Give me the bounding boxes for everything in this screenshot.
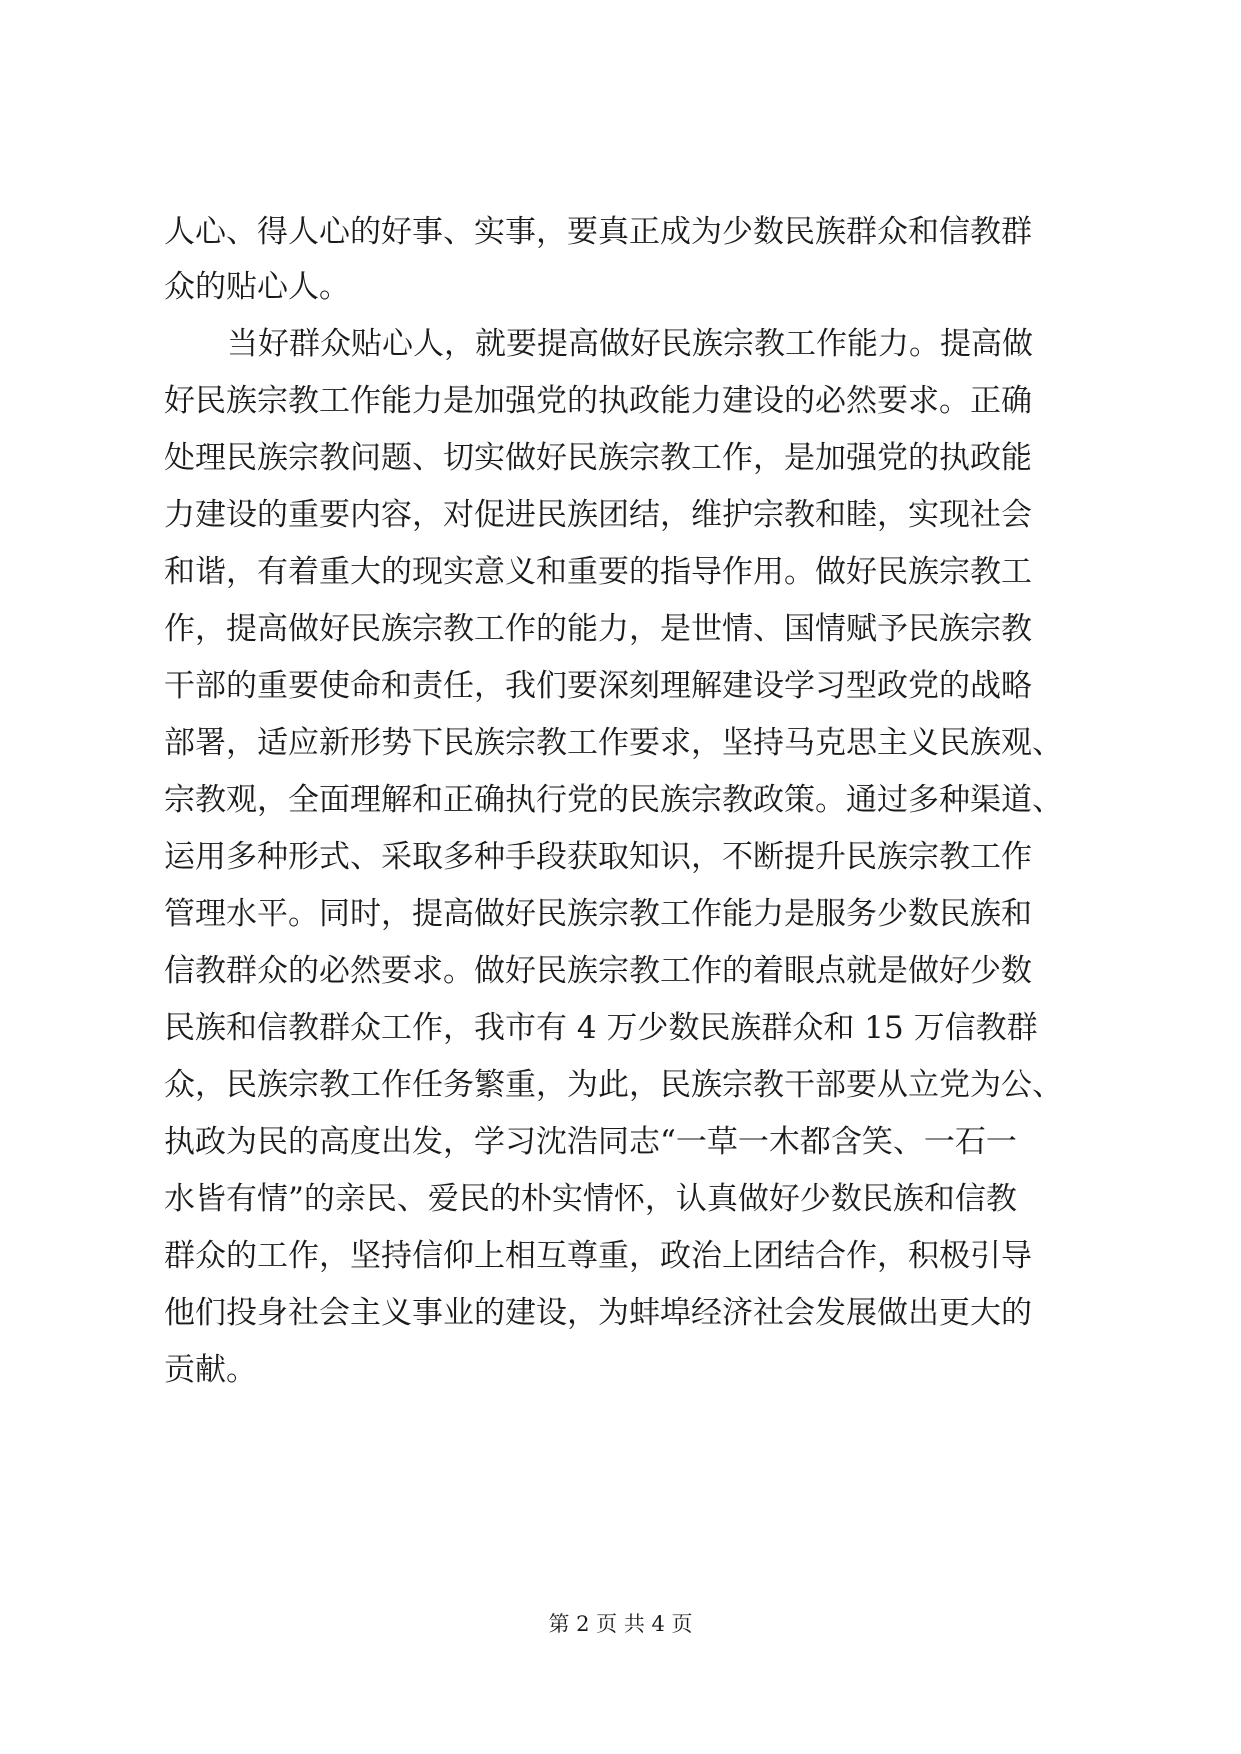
text-line-11: 宗教观，全面理解和正确执行党的民族宗教政策。通过多种渠道、 — [164, 782, 1063, 818]
text-line-3: 当好群众贴心人，就要提高做好民族宗教工作能力。提高做 — [227, 326, 1033, 362]
text-line-13: 管理水平。同时，提高做好民族宗教工作能力是服务少数民族和 — [164, 896, 1032, 932]
text-line-10: 部署，适应新形势下民族宗教工作要求，坚持马克思主义民族观、 — [164, 725, 1063, 761]
text-line-17: 执政为民的高度出发，学习沈浩同志“一草一木都含笑、一石一 — [164, 1124, 1017, 1160]
text-line-9: 干部的重要使命和责任，我们要深刻理解建设学习型政党的战略 — [164, 668, 1032, 704]
text-line-12: 运用多种形式、采取多种手段获取知识，不断提升民族宗教工作 — [164, 839, 1032, 875]
text-line-14: 信教群众的必然要求。做好民族宗教工作的着眼点就是做好少数 — [164, 953, 1032, 989]
page-number-footer: 第 2 页 共 4 页 — [548, 1612, 693, 1636]
text-line-7: 和谐，有着重大的现实意义和重要的指导作用。做好民族宗教工 — [164, 554, 1032, 590]
text-line-8: 作，提高做好民族宗教工作的能力，是世情、国情赋予民族宗教 — [164, 611, 1032, 647]
text-line-16: 众，民族宗教工作任务繁重，为此，民族宗教干部要从立党为公、 — [164, 1067, 1063, 1103]
text-line-1: 人心、得人心的好事、实事，要真正成为少数民族群众和信教群 — [164, 214, 1032, 250]
text-line-20: 他们投身社会主义事业的建设，为蚌埠经济社会发展做出更大的 — [164, 1295, 1032, 1331]
text-line-21: 贡献。 — [164, 1352, 257, 1388]
text-line-18: 水皆有情”的亲民、爱民的朴实情怀，认真做好少数民族和信教 — [164, 1181, 1017, 1217]
text-line-4: 好民族宗教工作能力是加强党的执政能力建设的必然要求。正确 — [164, 383, 1032, 419]
text-line-2: 众的贴心人。 — [164, 269, 350, 305]
text-line-15: 民族和信教群众工作，我市有 4 万少数民族群众和 15 万信教群 — [164, 1010, 1038, 1046]
text-line-19: 群众的工作，坚持信仰上相互尊重，政治上团结合作，积极引导 — [164, 1238, 1032, 1274]
text-line-5: 处理民族宗教问题、切实做好民族宗教工作，是加强党的执政能 — [164, 440, 1032, 476]
text-line-6: 力建设的重要内容，对促进民族团结，维护宗教和睦，实现社会 — [164, 497, 1032, 533]
